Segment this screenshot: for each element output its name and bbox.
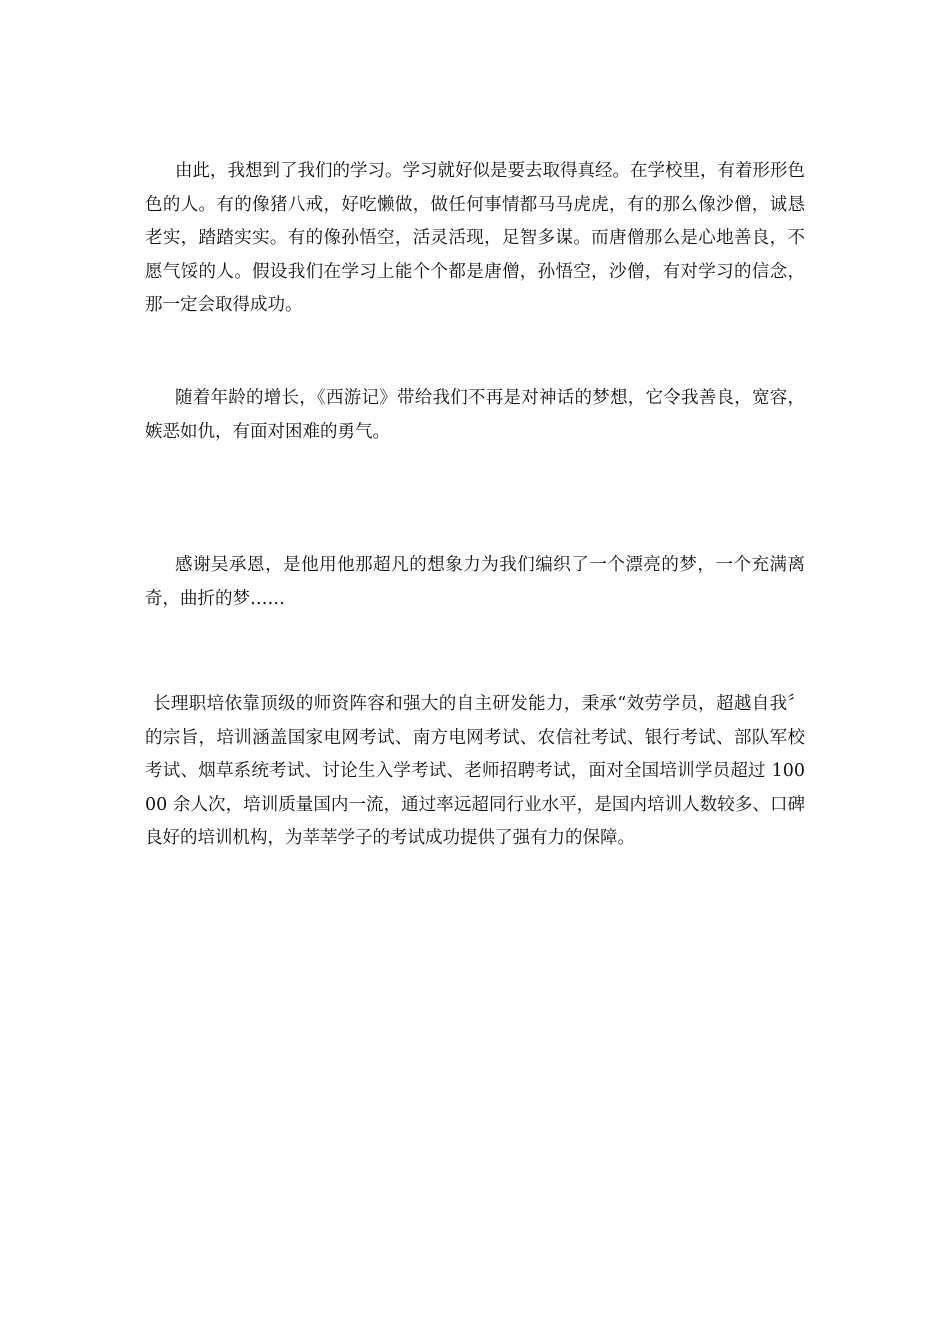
paragraph-growing-up: 随着年龄的增长，《西游记》带给我们不再是对神话的梦想，它令我善良，宽容，嫉恶如仇，有面对困难的勇气。 xyxy=(145,388,805,442)
paragraph-thanks-author: 感谢吴承恩，是他用他那超凡的想象力为我们编织了一个漂亮的梦，一个充满离奇，曲折的梦…… xyxy=(145,555,805,609)
paragraph-learning-reflection: 由此，我想到了我们的学习。学习就好似是要去取得真经。在学校里，有着形形色色的人。有的像猪八戒，好吃懒做，做任何事情都马马虎虎，有的那么像沙僧，诚恳老实，踏踏实实。有的像孙悟空，活灵活现，足智多谋。而唐僧那么是心地善良，不愿气馁的人。假设我们在学习上能个个都是唐僧，孙悟空，沙僧，有对学习的信念，那一定会取得成功。 xyxy=(145,161,805,315)
paragraph-training-ad: 长理职培依靠顶级的师资阵容和强大的自主研发能力，秉承“效劳学员，超越自我〞的宗旨，培训涵盖国家电网考试、南方电网考试、农信社考试、银行考试、部队军校考试、烟草系统考试、讨论生入学考试、老师招聘考试，面对全国培训学员超过 10000 余人次，培训质量国内一流，通过率远超同行业水平，是国内培训人数较多、口碑良好的培训机构，为莘莘学子的考试成功提供了强有力的保障。 xyxy=(145,694,805,848)
